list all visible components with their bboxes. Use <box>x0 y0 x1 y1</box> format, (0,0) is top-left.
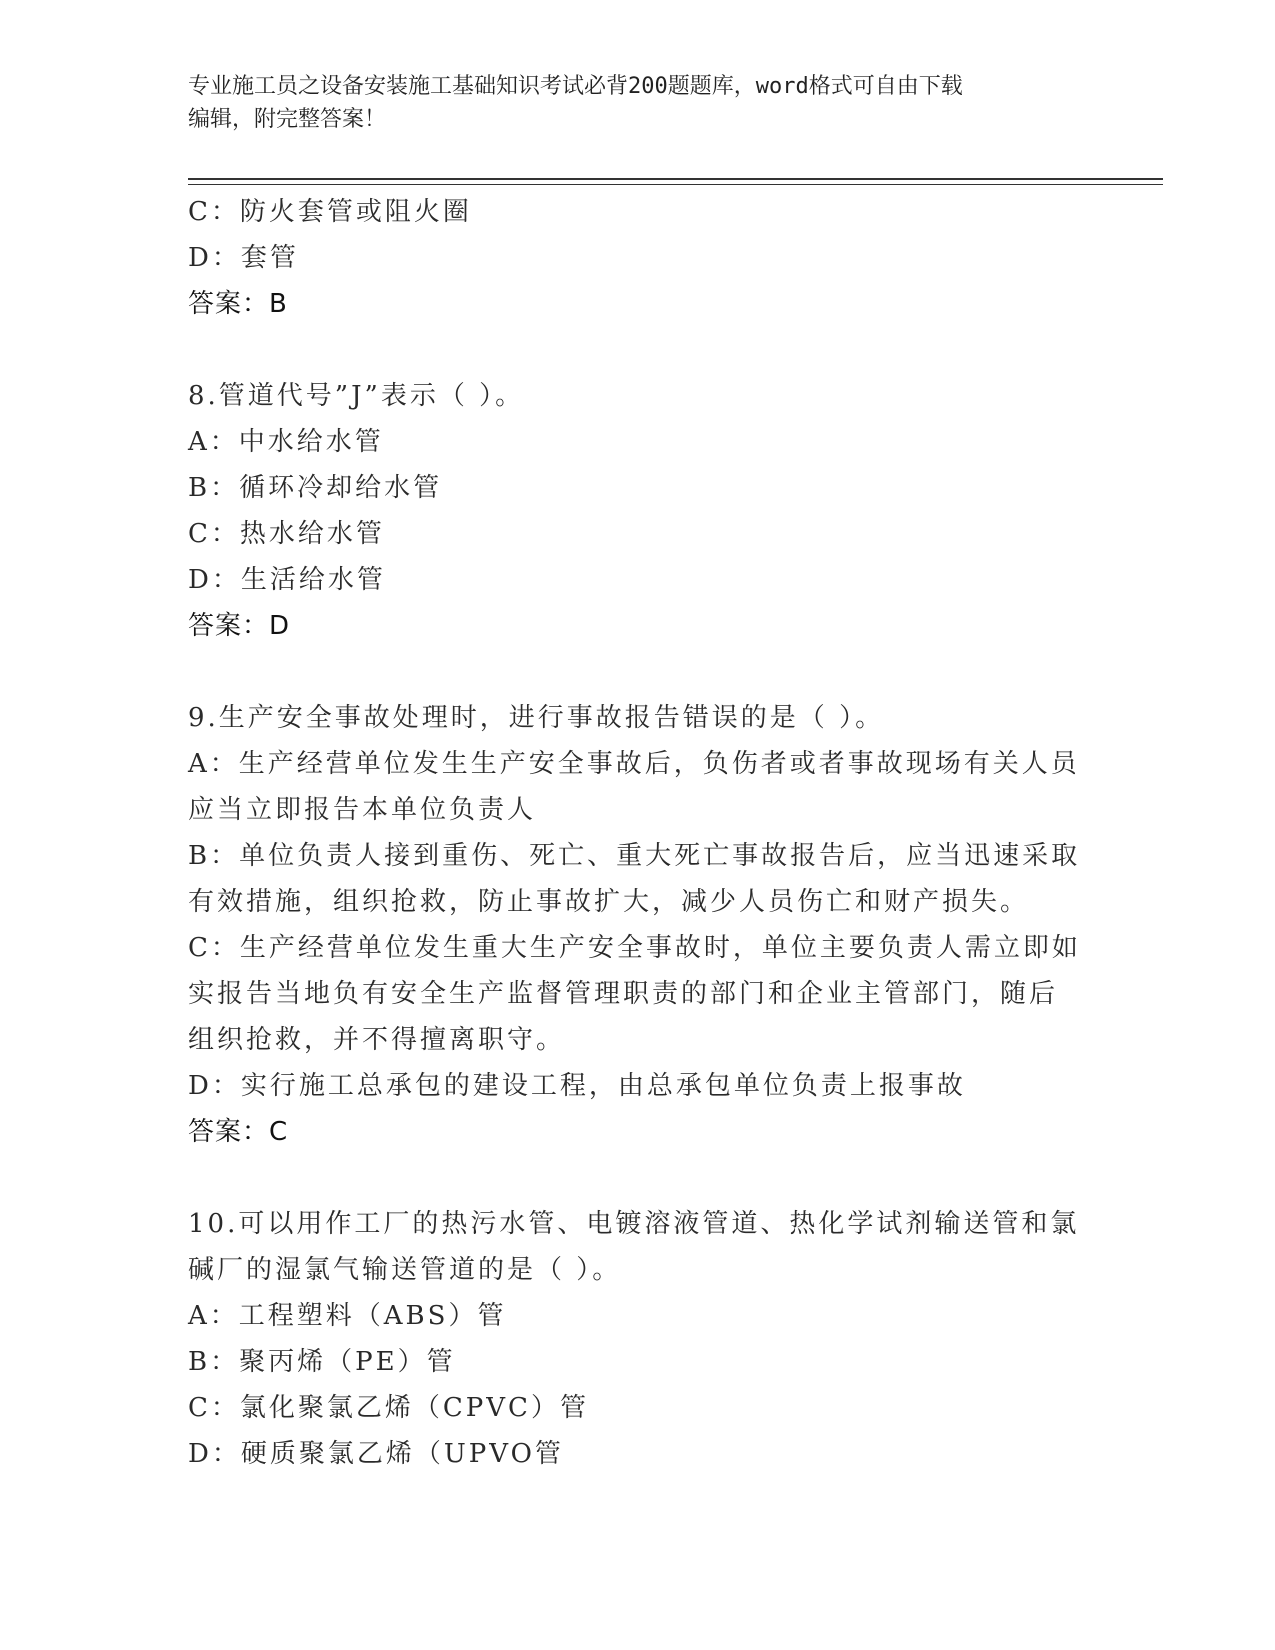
q9-option-c-line-1: C：生产经营单位发生重大生产安全事故时，单位主要负责人需立即如 <box>188 933 1081 963</box>
q9-answer: 答案：C <box>188 1117 289 1147</box>
q10-option-b: B：聚丙烯（PE）管 <box>188 1347 456 1377</box>
q7-answer: 答案：B <box>188 289 288 319</box>
header-divider-thin <box>188 184 1163 185</box>
q8-answer: 答案：D <box>188 611 291 641</box>
question-7 <box>188 189 1088 327</box>
question-10 <box>188 1201 1088 1477</box>
q7-option-c: C：防火套管或阻火圈 <box>188 197 472 227</box>
q9-question: 9.生产安全事故处理时，进行事故报告错误的是（ ）。 <box>188 703 885 733</box>
q9-option-a-line-2: 应当立即报告本单位负责人 <box>188 795 537 825</box>
q10-question-line-2: 碱厂的湿氯气输送管道的是（ ）。 <box>188 1255 622 1285</box>
q9-option-b-line-1: B：单位负责人接到重伤、死亡、重大死亡事故报告后，应当迅速采取 <box>188 841 1081 871</box>
q9-option-b-line-2: 有效措施，组织抢救，防止事故扩大，减少人员伤亡和财产损失。 <box>188 887 1030 917</box>
question-list <box>188 189 1088 1477</box>
q8-option-b: B：循环冷却给水管 <box>188 473 443 503</box>
q7-option-d: D：套管 <box>188 243 299 273</box>
header-divider-thick <box>188 178 1163 180</box>
q8-question: 8.管道代号”J”表示（ ）。 <box>188 381 525 411</box>
q10-option-c: C：氯化聚氯乙烯（CPVC）管 <box>188 1393 589 1423</box>
q9-option-c-line-3: 组织抢救，并不得擅离职守。 <box>188 1025 566 1055</box>
q9-option-a-line-1: A：生产经营单位发生生产安全事故后，负伤者或者事故现场有关人员 <box>188 749 1080 779</box>
q9-option-c-line-2: 实报告当地负有安全生产监督管理职责的部门和企业主管部门，随后 <box>188 979 1059 1009</box>
question-8 <box>188 373 1088 649</box>
question-9 <box>188 695 1088 1155</box>
header-line-1: 专业施工员之设备安装施工基础知识考试必背200题题库，word格式可自由下载 <box>188 74 963 99</box>
header-line-2: 编辑，附完整答案！ <box>188 107 387 132</box>
q9-option-d: D：实行施工总承包的建设工程，由总承包单位负责上报事故 <box>188 1071 966 1101</box>
q8-option-c: C：热水给水管 <box>188 519 385 549</box>
q8-option-d: D：生活给水管 <box>188 565 386 595</box>
q10-option-d: D：硬质聚氯乙烯（UPVO管 <box>188 1439 564 1469</box>
q10-question-line-1: 10.可以用作工厂的热污水管、电镀溶液管道、热化学试剂输送管和氯 <box>188 1209 1080 1239</box>
q8-option-a: A：中水给水管 <box>188 427 384 457</box>
q10-option-a: A：工程塑料（ABS）管 <box>188 1301 507 1331</box>
document-header <box>188 70 1088 136</box>
